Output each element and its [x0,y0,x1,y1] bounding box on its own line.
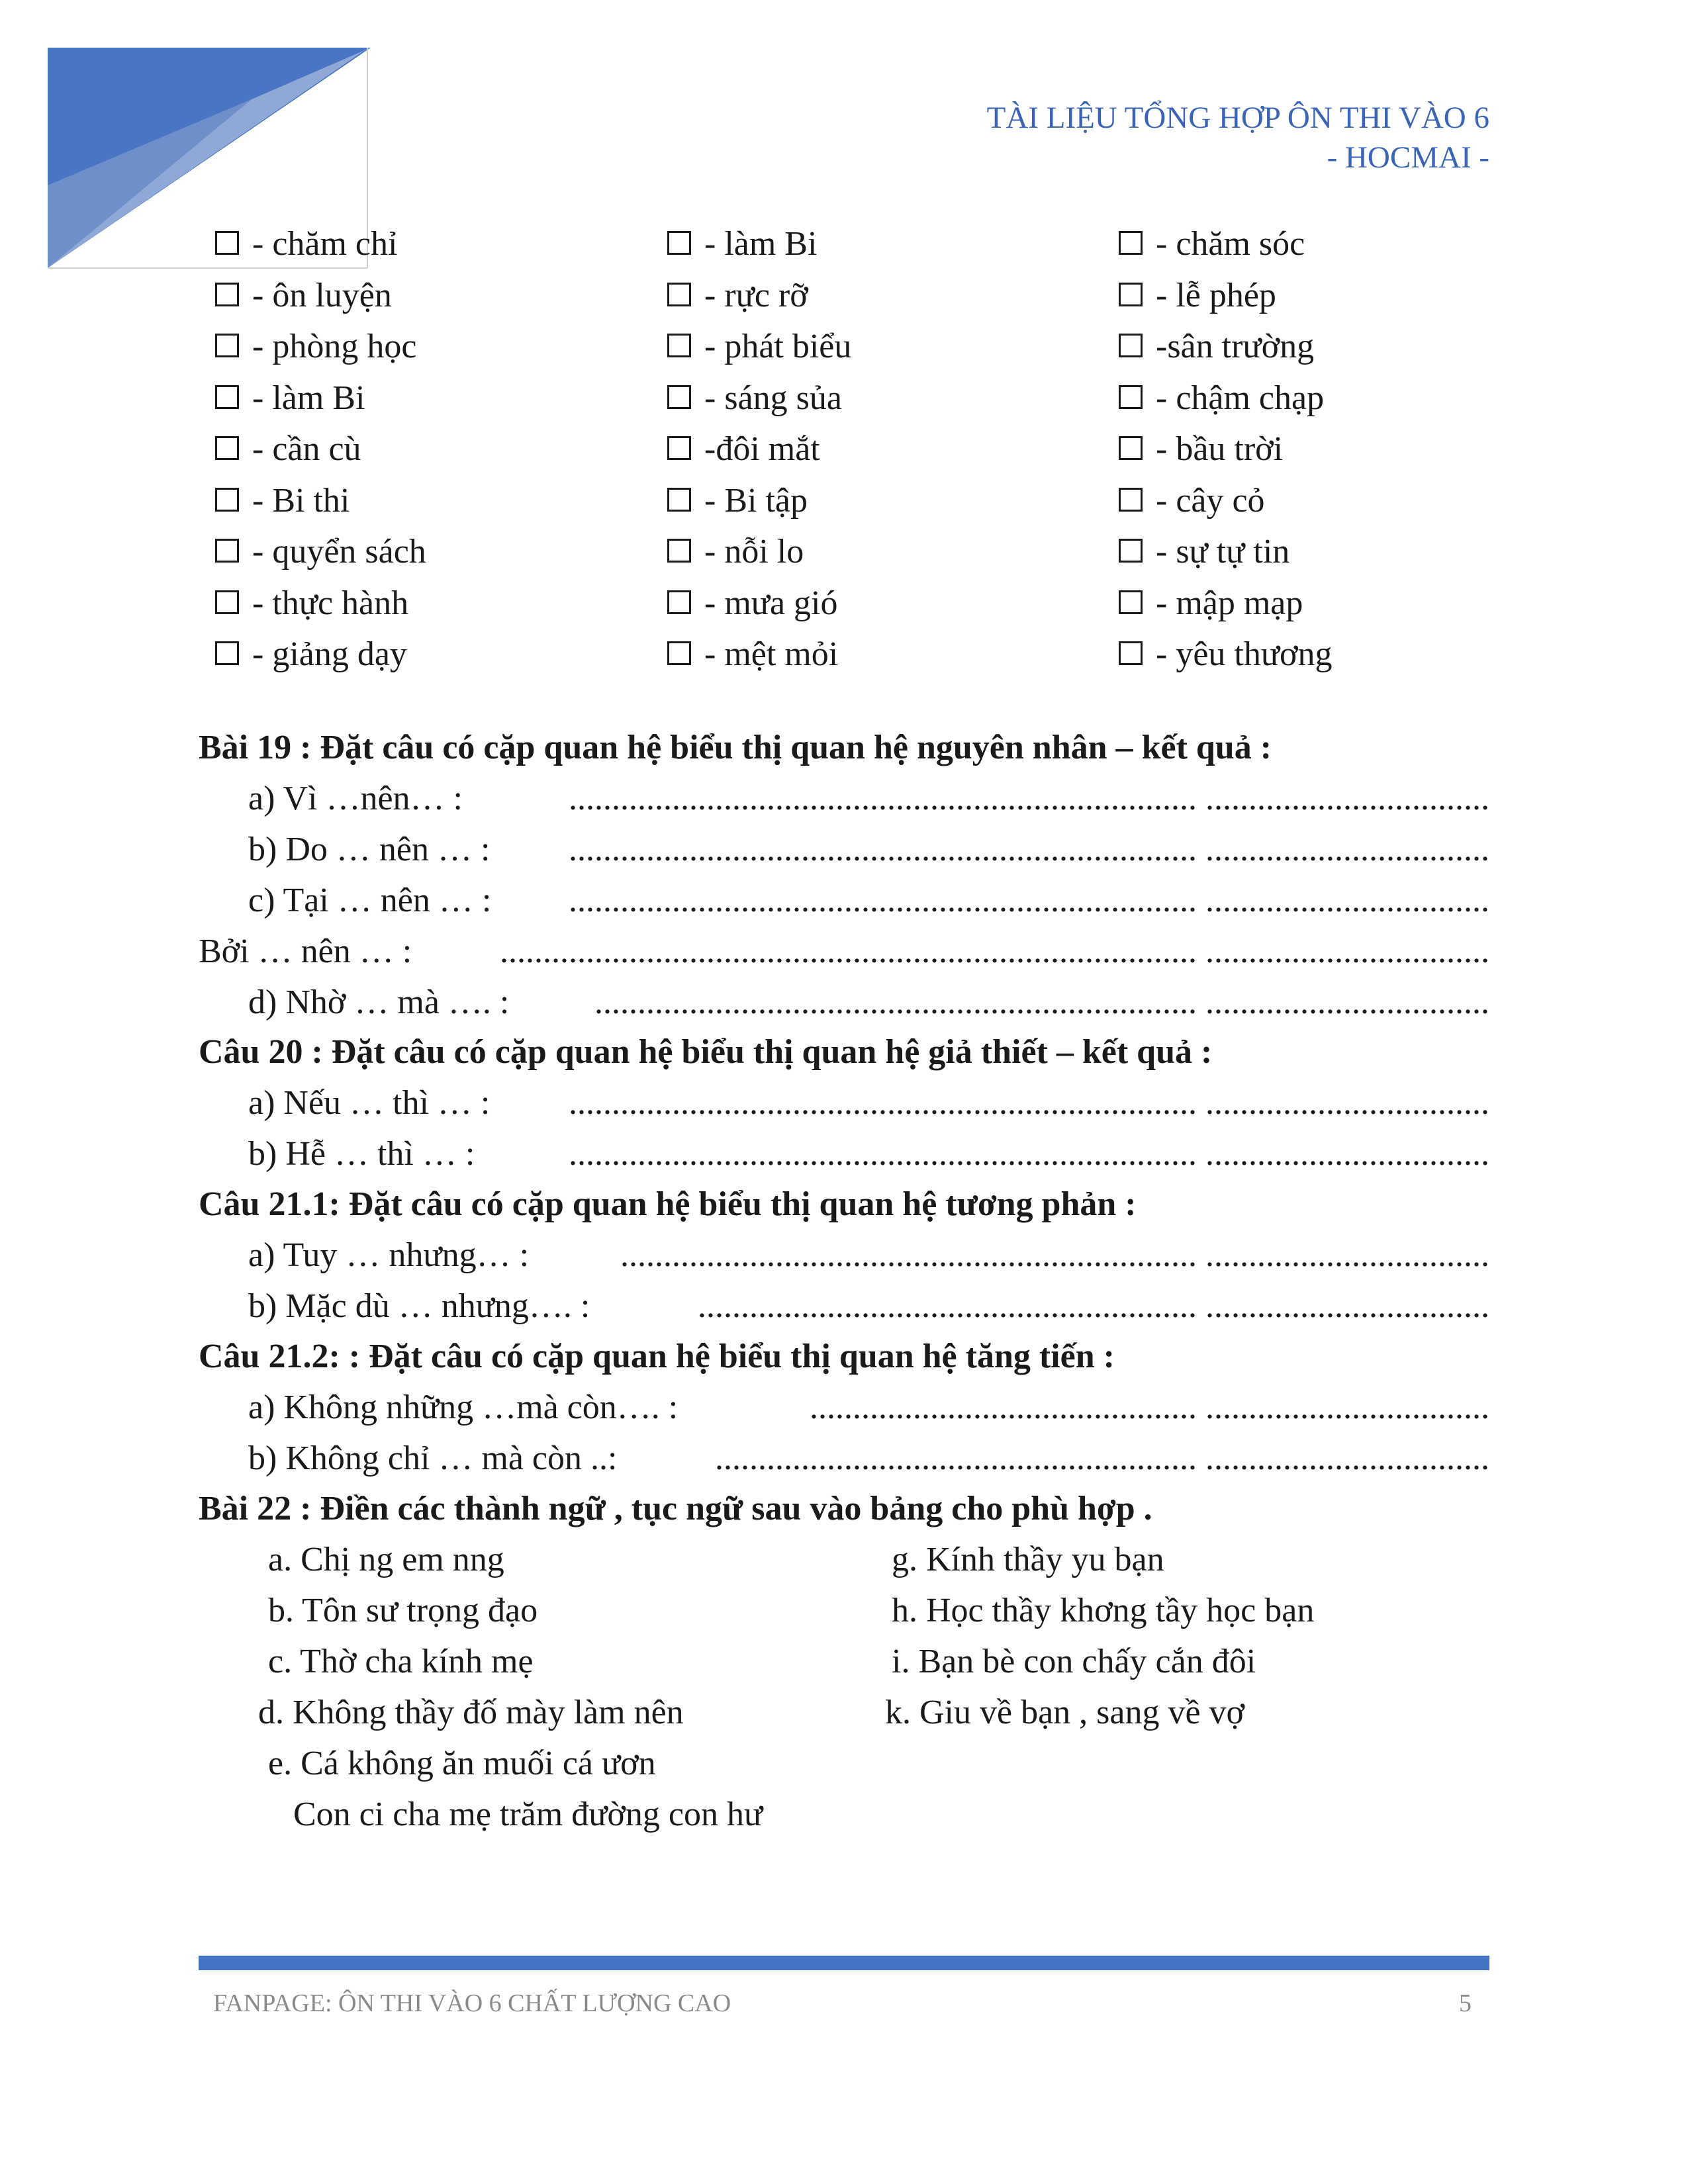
checkbox-icon[interactable] [215,385,239,409]
page-header [987,98,1489,177]
answer-blank[interactable]: ............................................. ................................. [810,1388,1489,1426]
checkbox-icon[interactable] [667,488,691,512]
exercise-prompt: Bởi … nên … : [199,933,412,970]
checkbox-item[interactable]: - rực rỡ [667,270,851,322]
proverb-item: e. Cá không ăn muối cá ươn [268,1745,656,1782]
checkbox-item[interactable]: -sân trường [1119,321,1333,373]
checkbox-icon[interactable] [667,385,691,409]
checkbox-icon[interactable] [1119,488,1143,512]
checkbox-icon[interactable] [215,641,239,665]
checkbox-icon[interactable] [667,436,691,460]
checkbox-item[interactable]: - giảng dạy [215,629,426,680]
bai19-heading: Bài 19 : Đặt câu có cặp quan hệ biểu thị quan hệ nguyên nhân – kết quả : [199,729,1272,766]
checkbox-icon[interactable] [1119,334,1143,357]
cau20-heading: Câu 20 : Đặt câu có cặp quan hệ biểu thị quan hệ giả thiết – kết quả : [199,1033,1213,1071]
proverb-item: k. Giu về bạn , sang về vợ [885,1694,1245,1731]
checkbox-item[interactable]: - mập mạp [1119,578,1333,629]
answer-blank[interactable]: ......................................................................... ................................. [569,831,1489,868]
proverb-item: Con ci cha mẹ trăm đường con hư [293,1796,763,1833]
checkbox-item[interactable]: -đôi mắt [667,424,851,475]
checkbox-column-2 [667,218,851,680]
footer-divider [199,1956,1489,1970]
checkbox-item[interactable]: - mưa gió [667,578,851,629]
exercise-prompt: a) Tuy … nhưng… : [248,1236,530,1274]
answer-blank[interactable]: ......................................................................... ................................. [569,1135,1489,1173]
answer-blank[interactable]: ......................................................................... ................................. [569,780,1489,817]
checkbox-icon[interactable] [667,231,691,255]
checkbox-icon[interactable] [215,334,239,357]
answer-blank[interactable]: ........................................................ ................................. [715,1439,1489,1477]
checkbox-icon[interactable] [1119,539,1143,563]
checkbox-icon[interactable] [667,590,691,614]
checkbox-icon[interactable] [667,283,691,306]
exercise-prompt: a) Vì …nên… : [248,780,463,817]
checkbox-item[interactable]: - Bi tập [667,475,851,527]
exercise-prompt: b) Mặc dù … nhưng…. : [248,1287,590,1325]
checkbox-icon[interactable] [215,539,239,563]
checkbox-item[interactable]: - Bi thi [215,475,426,527]
cau211-heading: Câu 21.1: Đặt câu có cặp quan hệ biểu thị quan hệ tương phản : [199,1185,1137,1223]
checkbox-icon[interactable] [215,231,239,255]
footer-fanpage: FANPAGE: ÔN THI VÀO 6 CHẤT LƯỢNG CAO [213,1989,731,2017]
checkbox-item[interactable]: - phát biểu [667,321,851,373]
checkbox-icon[interactable] [215,488,239,512]
checkbox-item[interactable]: - làm Bi [667,218,851,270]
proverb-item: h. Học thầy khơng tầy học bạn [892,1592,1315,1629]
checkbox-item[interactable]: - lễ phép [1119,270,1333,322]
answer-blank[interactable]: .......................................................... ................................. [698,1287,1489,1325]
answer-blank[interactable]: ................................................................... ................................. [620,1236,1489,1274]
checkbox-icon[interactable] [1119,283,1143,306]
checkbox-icon[interactable] [1119,590,1143,614]
checkbox-column-1 [215,218,426,680]
checkbox-item[interactable]: - phòng học [215,321,426,373]
answer-blank[interactable]: ................................................................................. ................................. [500,933,1489,970]
checkbox-icon[interactable] [1119,436,1143,460]
header-subtitle: - HOCMAI - [1327,140,1489,175]
checkbox-item[interactable]: - chăm sóc [1119,218,1333,270]
checkbox-icon[interactable] [667,334,691,357]
checkbox-item[interactable]: - quyển sách [215,526,426,578]
checkbox-item[interactable]: - yêu thương [1119,629,1333,680]
checkbox-icon[interactable] [1119,641,1143,665]
proverb-item: b. Tôn sư trọng đạo [268,1592,538,1629]
checkbox-item[interactable]: - mệt mỏi [667,629,851,680]
checkbox-icon[interactable] [215,436,239,460]
checkbox-item[interactable]: - chậm chạp [1119,373,1333,424]
exercise-prompt: b) Hễ … thì … : [248,1135,475,1173]
checkbox-icon[interactable] [1119,385,1143,409]
checkbox-column-3 [1119,218,1333,680]
checkbox-icon[interactable] [667,641,691,665]
answer-blank[interactable]: ......................................................................... ................................. [569,882,1489,919]
cau212-heading: Câu 21.2: : Đặt câu có cặp quan hệ biểu thị quan hệ tăng tiến : [199,1338,1115,1375]
answer-blank[interactable]: ......................................................................... ................................. [569,1084,1489,1122]
exercise-prompt: a) Không những …mà còn…. : [248,1388,679,1426]
exercise-prompt: c) Tại … nên … : [248,882,492,919]
checkbox-icon[interactable] [215,283,239,306]
bai22-heading: Bài 22 : Điền các thành ngữ , tục ngữ sau vào bảng cho phù hợp . [199,1490,1152,1527]
proverb-item: a. Chị ng em nng [268,1541,504,1578]
exercise-prompt: b) Do … nên … : [248,831,491,868]
proverb-item: i. Bạn bè con chấy cắn đôi [892,1643,1256,1680]
answer-blank[interactable]: ...................................................................... ................................. [594,983,1489,1021]
proverb-item: c. Thờ cha kính mẹ [268,1643,534,1680]
checkbox-item[interactable]: - bầu trời [1119,424,1333,475]
exercise-prompt: a) Nếu … thì … : [248,1084,491,1122]
checkbox-item[interactable]: - nỗi lo [667,526,851,578]
checkbox-item[interactable]: - sự tự tin [1119,526,1333,578]
checkbox-item[interactable]: - cây cỏ [1119,475,1333,527]
checkbox-item[interactable]: - cần cù [215,424,426,475]
checkbox-item[interactable]: - chăm chỉ [215,218,426,270]
checkbox-icon[interactable] [667,539,691,563]
checkbox-item[interactable]: - ôn luyện [215,270,426,322]
proverb-item: d. Không thầy đố mày làm nên [258,1694,684,1731]
checkbox-icon[interactable] [215,590,239,614]
checkbox-item[interactable]: - sáng sủa [667,373,851,424]
exercise-prompt: d) Nhờ … mà …. : [248,983,510,1021]
page-number: 5 [1459,1989,1472,2017]
exercise-prompt: b) Không chỉ … mà còn ..: [248,1439,618,1477]
proverb-item: g. Kính thầy yu bạn [892,1541,1164,1578]
checkbox-item[interactable]: - thực hành [215,578,426,629]
header-title: TÀI LIỆU TỔNG HỢP ÔN THI VÀO 6 [986,101,1489,135]
checkbox-item[interactable]: - làm Bi [215,373,426,424]
checkbox-icon[interactable] [1119,231,1143,255]
